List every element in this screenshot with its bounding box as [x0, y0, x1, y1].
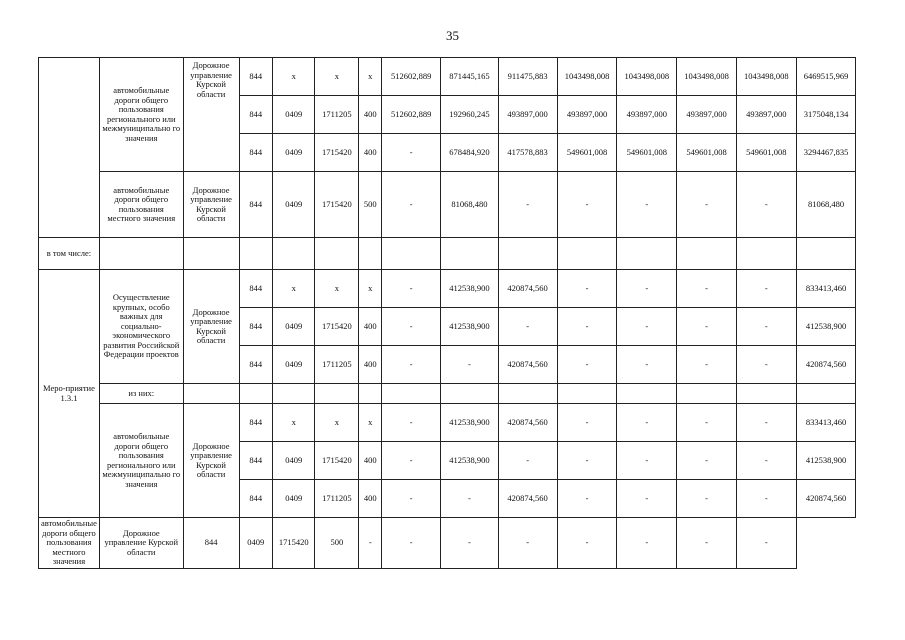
year-2017-cell: 549601,008 — [557, 134, 617, 172]
csr-cell: х — [315, 404, 359, 442]
year-2014-cell: - — [359, 518, 382, 569]
year-2018-cell: 549601,008 — [617, 134, 677, 172]
year-2017-cell — [557, 384, 617, 404]
rzpr-cell: х — [273, 58, 315, 96]
vr-cell: 400 — [359, 442, 382, 480]
responsible-cell: Дорожное управление Курской области — [183, 172, 239, 238]
year-2019-cell: - — [617, 518, 677, 569]
total-cell: 420874,560 — [796, 346, 856, 384]
name-cell — [99, 238, 183, 270]
rzpr-cell: 0409 — [239, 518, 272, 569]
year-2015-cell: 192960,245 — [441, 96, 498, 134]
vr-cell: 400 — [359, 308, 382, 346]
name-cell: из них: — [99, 384, 183, 404]
year-2020-cell: - — [677, 518, 737, 569]
year-2018-cell: - — [557, 518, 617, 569]
year-2014-cell: - — [382, 442, 441, 480]
vr-cell: 500 — [315, 518, 359, 569]
year-2015-cell: 678484,920 — [441, 134, 498, 172]
csr-cell: 1711205 — [315, 480, 359, 518]
year-2019-cell: 493897,000 — [677, 96, 737, 134]
year-2014-cell: - — [382, 172, 441, 238]
vr-cell: 500 — [359, 172, 382, 238]
total-cell: 833413,460 — [796, 404, 856, 442]
year-2020-cell: - — [736, 270, 796, 308]
total-cell: 833413,460 — [796, 270, 856, 308]
responsible-cell — [183, 384, 239, 404]
name-cell: автомобильные дороги общего пользования местного значения — [39, 518, 100, 569]
year-2017-cell: - — [557, 346, 617, 384]
grbs-cell: 844 — [239, 172, 272, 238]
table-row — [39, 270, 905, 308]
year-2014-cell: - — [382, 134, 441, 172]
year-2019-cell: - — [677, 480, 737, 518]
year-2020-cell: 549601,008 — [736, 134, 796, 172]
year-2015-cell: - — [441, 480, 498, 518]
year-2014-cell: - — [382, 480, 441, 518]
year-2018-cell: - — [617, 480, 677, 518]
csr-cell: х — [315, 270, 359, 308]
rzpr-cell: 0409 — [273, 172, 315, 238]
vr-cell: х — [359, 404, 382, 442]
name-cell: автомобильные дороги общего пользования местного значения — [99, 172, 183, 238]
year-2019-cell: - — [677, 442, 737, 480]
table-row — [39, 58, 905, 96]
vr-cell: 400 — [359, 346, 382, 384]
year-2018-cell: - — [617, 270, 677, 308]
year-2019-cell: - — [677, 404, 737, 442]
rzpr-cell: 0409 — [273, 308, 315, 346]
year-2016-cell: 911475,883 — [498, 58, 557, 96]
table-row — [39, 172, 905, 238]
vr-cell: 400 — [359, 480, 382, 518]
year-2019-cell: 549601,008 — [677, 134, 737, 172]
year-2017-cell: 1043498,008 — [557, 58, 617, 96]
name-cell: Осуществление крупных, особо важных для социально-экономического развития Российской Федерации проектов — [99, 270, 183, 384]
year-2016-cell: 417578,883 — [498, 134, 557, 172]
year-2015-cell — [441, 384, 498, 404]
vr-cell: 400 — [359, 134, 382, 172]
grbs-cell — [239, 384, 272, 404]
year-2017-cell: - — [557, 404, 617, 442]
year-2018-cell: - — [617, 404, 677, 442]
year-2015-cell: - — [441, 346, 498, 384]
year-2018-cell: - — [617, 308, 677, 346]
year-2019-cell: - — [677, 270, 737, 308]
budget-table-body — [39, 58, 905, 569]
year-2015-cell: 412538,900 — [441, 270, 498, 308]
year-2014-cell: 512602,889 — [382, 96, 441, 134]
year-2018-cell: - — [617, 346, 677, 384]
page-number: 35 — [446, 28, 459, 43]
year-2019-cell: - — [677, 308, 737, 346]
responsible-cell: Дорожное управление Курской области — [183, 58, 239, 172]
vr-cell — [359, 238, 382, 270]
year-2016-cell: 420874,560 — [498, 346, 557, 384]
vr-cell: х — [359, 270, 382, 308]
grbs-cell: 844 — [183, 518, 239, 569]
table-row — [39, 518, 905, 569]
rzpr-cell: 0409 — [273, 346, 315, 384]
responsible-cell: Дорожное управление Курской области — [99, 518, 183, 569]
year-2017-cell: - — [498, 518, 557, 569]
year-2014-cell: 512602,889 — [382, 58, 441, 96]
csr-cell: 1715420 — [273, 518, 315, 569]
grbs-cell: 844 — [239, 346, 272, 384]
year-2019-cell: 1043498,008 — [677, 58, 737, 96]
vr-cell — [359, 384, 382, 404]
grbs-cell: 844 — [239, 404, 272, 442]
rzpr-cell: х — [273, 270, 315, 308]
rzpr-cell — [273, 384, 315, 404]
year-2018-cell: 493897,000 — [617, 96, 677, 134]
year-2020-cell: - — [736, 404, 796, 442]
year-2016-cell: 420874,560 — [498, 404, 557, 442]
responsible-cell: Дорожное управление Курской области — [183, 270, 239, 384]
grbs-cell: 844 — [239, 134, 272, 172]
year-2015-cell: 412538,900 — [441, 308, 498, 346]
total-cell: 420874,560 — [796, 480, 856, 518]
year-2019-cell — [677, 384, 737, 404]
year-2017-cell: - — [557, 270, 617, 308]
year-2020-cell — [736, 384, 796, 404]
csr-cell: 1715420 — [315, 172, 359, 238]
table-row — [39, 238, 905, 270]
year-2020-cell: - — [736, 346, 796, 384]
year-2014-cell — [382, 384, 441, 404]
total-cell: 412538,900 — [796, 442, 856, 480]
year-2015-cell: 412538,900 — [441, 442, 498, 480]
grbs-cell: 844 — [239, 308, 272, 346]
event-cell: Меро-приятие 1.3.1 — [39, 270, 100, 518]
name-cell: автомобильные дороги общего пользования регионального или межмуниципально го значения — [99, 58, 183, 172]
year-2017-cell: - — [557, 308, 617, 346]
event-cell — [39, 58, 100, 238]
year-2016-cell: - — [498, 172, 557, 238]
rzpr-cell — [273, 238, 315, 270]
total-cell — [796, 384, 856, 404]
year-2017-cell: 493897,000 — [557, 96, 617, 134]
year-2020-cell: 1043498,008 — [736, 58, 796, 96]
year-2020-cell — [736, 238, 796, 270]
year-2016-cell: - — [498, 442, 557, 480]
csr-cell: 1715420 — [315, 134, 359, 172]
year-2016-cell: - — [498, 308, 557, 346]
vr-cell: х — [359, 58, 382, 96]
year-2018-cell — [617, 238, 677, 270]
csr-cell: 1711205 — [315, 96, 359, 134]
year-2016-cell: - — [441, 518, 498, 569]
total-cell: 6469515,969 — [796, 58, 856, 96]
grbs-cell: 844 — [239, 270, 272, 308]
csr-cell: 1711205 — [315, 346, 359, 384]
year-2019-cell: - — [677, 172, 737, 238]
year-2016-cell: 420874,560 — [498, 270, 557, 308]
year-2016-cell: 420874,560 — [498, 480, 557, 518]
year-2020-cell: - — [736, 480, 796, 518]
grbs-cell: 844 — [239, 96, 272, 134]
year-2020-cell: - — [736, 308, 796, 346]
year-2015-cell — [441, 238, 498, 270]
csr-cell: 1715420 — [315, 442, 359, 480]
year-2020-cell: - — [736, 172, 796, 238]
table-row — [39, 404, 905, 442]
total-cell: 81068,480 — [796, 172, 856, 238]
total-cell: 3175048,134 — [796, 96, 856, 134]
year-2019-cell: - — [677, 346, 737, 384]
year-2016-cell — [498, 384, 557, 404]
year-2015-cell: 871445,165 — [441, 58, 498, 96]
rzpr-cell: 0409 — [273, 442, 315, 480]
year-2018-cell: - — [617, 172, 677, 238]
grbs-cell: 844 — [239, 58, 272, 96]
total-cell: - — [736, 518, 796, 569]
year-2015-cell: 412538,900 — [441, 404, 498, 442]
csr-cell: х — [315, 58, 359, 96]
table-row — [39, 384, 905, 404]
total-cell: 3294467,835 — [796, 134, 856, 172]
year-2020-cell: - — [736, 442, 796, 480]
rzpr-cell: 0409 — [273, 480, 315, 518]
year-2015-cell: - — [382, 518, 441, 569]
grbs-cell: 844 — [239, 442, 272, 480]
rzpr-cell: 0409 — [273, 96, 315, 134]
year-2014-cell: - — [382, 404, 441, 442]
year-2014-cell: - — [382, 270, 441, 308]
grbs-cell: 844 — [239, 480, 272, 518]
csr-cell: 1715420 — [315, 308, 359, 346]
year-2018-cell: 1043498,008 — [617, 58, 677, 96]
year-2016-cell — [498, 238, 557, 270]
budget-table — [38, 57, 905, 569]
year-2014-cell: - — [382, 346, 441, 384]
year-2016-cell: 493897,000 — [498, 96, 557, 134]
grbs-cell — [239, 238, 272, 270]
vr-cell: 400 — [359, 96, 382, 134]
year-2017-cell — [557, 238, 617, 270]
year-2018-cell — [617, 384, 677, 404]
year-2015-cell: 81068,480 — [441, 172, 498, 238]
year-2019-cell — [677, 238, 737, 270]
year-2017-cell: - — [557, 172, 617, 238]
rzpr-cell: 0409 — [273, 134, 315, 172]
csr-cell — [315, 238, 359, 270]
year-2020-cell: 493897,000 — [736, 96, 796, 134]
responsible-cell: Дорожное управление Курской области — [183, 404, 239, 518]
csr-cell — [315, 384, 359, 404]
responsible-cell — [183, 238, 239, 270]
year-2014-cell: - — [382, 308, 441, 346]
year-2014-cell — [382, 238, 441, 270]
total-cell — [796, 238, 856, 270]
name-cell: автомобильные дороги общего пользования регионального или межмуниципально го значения — [99, 404, 183, 518]
event-cell: в том числе: — [39, 238, 100, 270]
year-2017-cell: - — [557, 442, 617, 480]
year-2018-cell: - — [617, 442, 677, 480]
year-2017-cell: - — [557, 480, 617, 518]
rzpr-cell: х — [273, 404, 315, 442]
total-cell: 412538,900 — [796, 308, 856, 346]
